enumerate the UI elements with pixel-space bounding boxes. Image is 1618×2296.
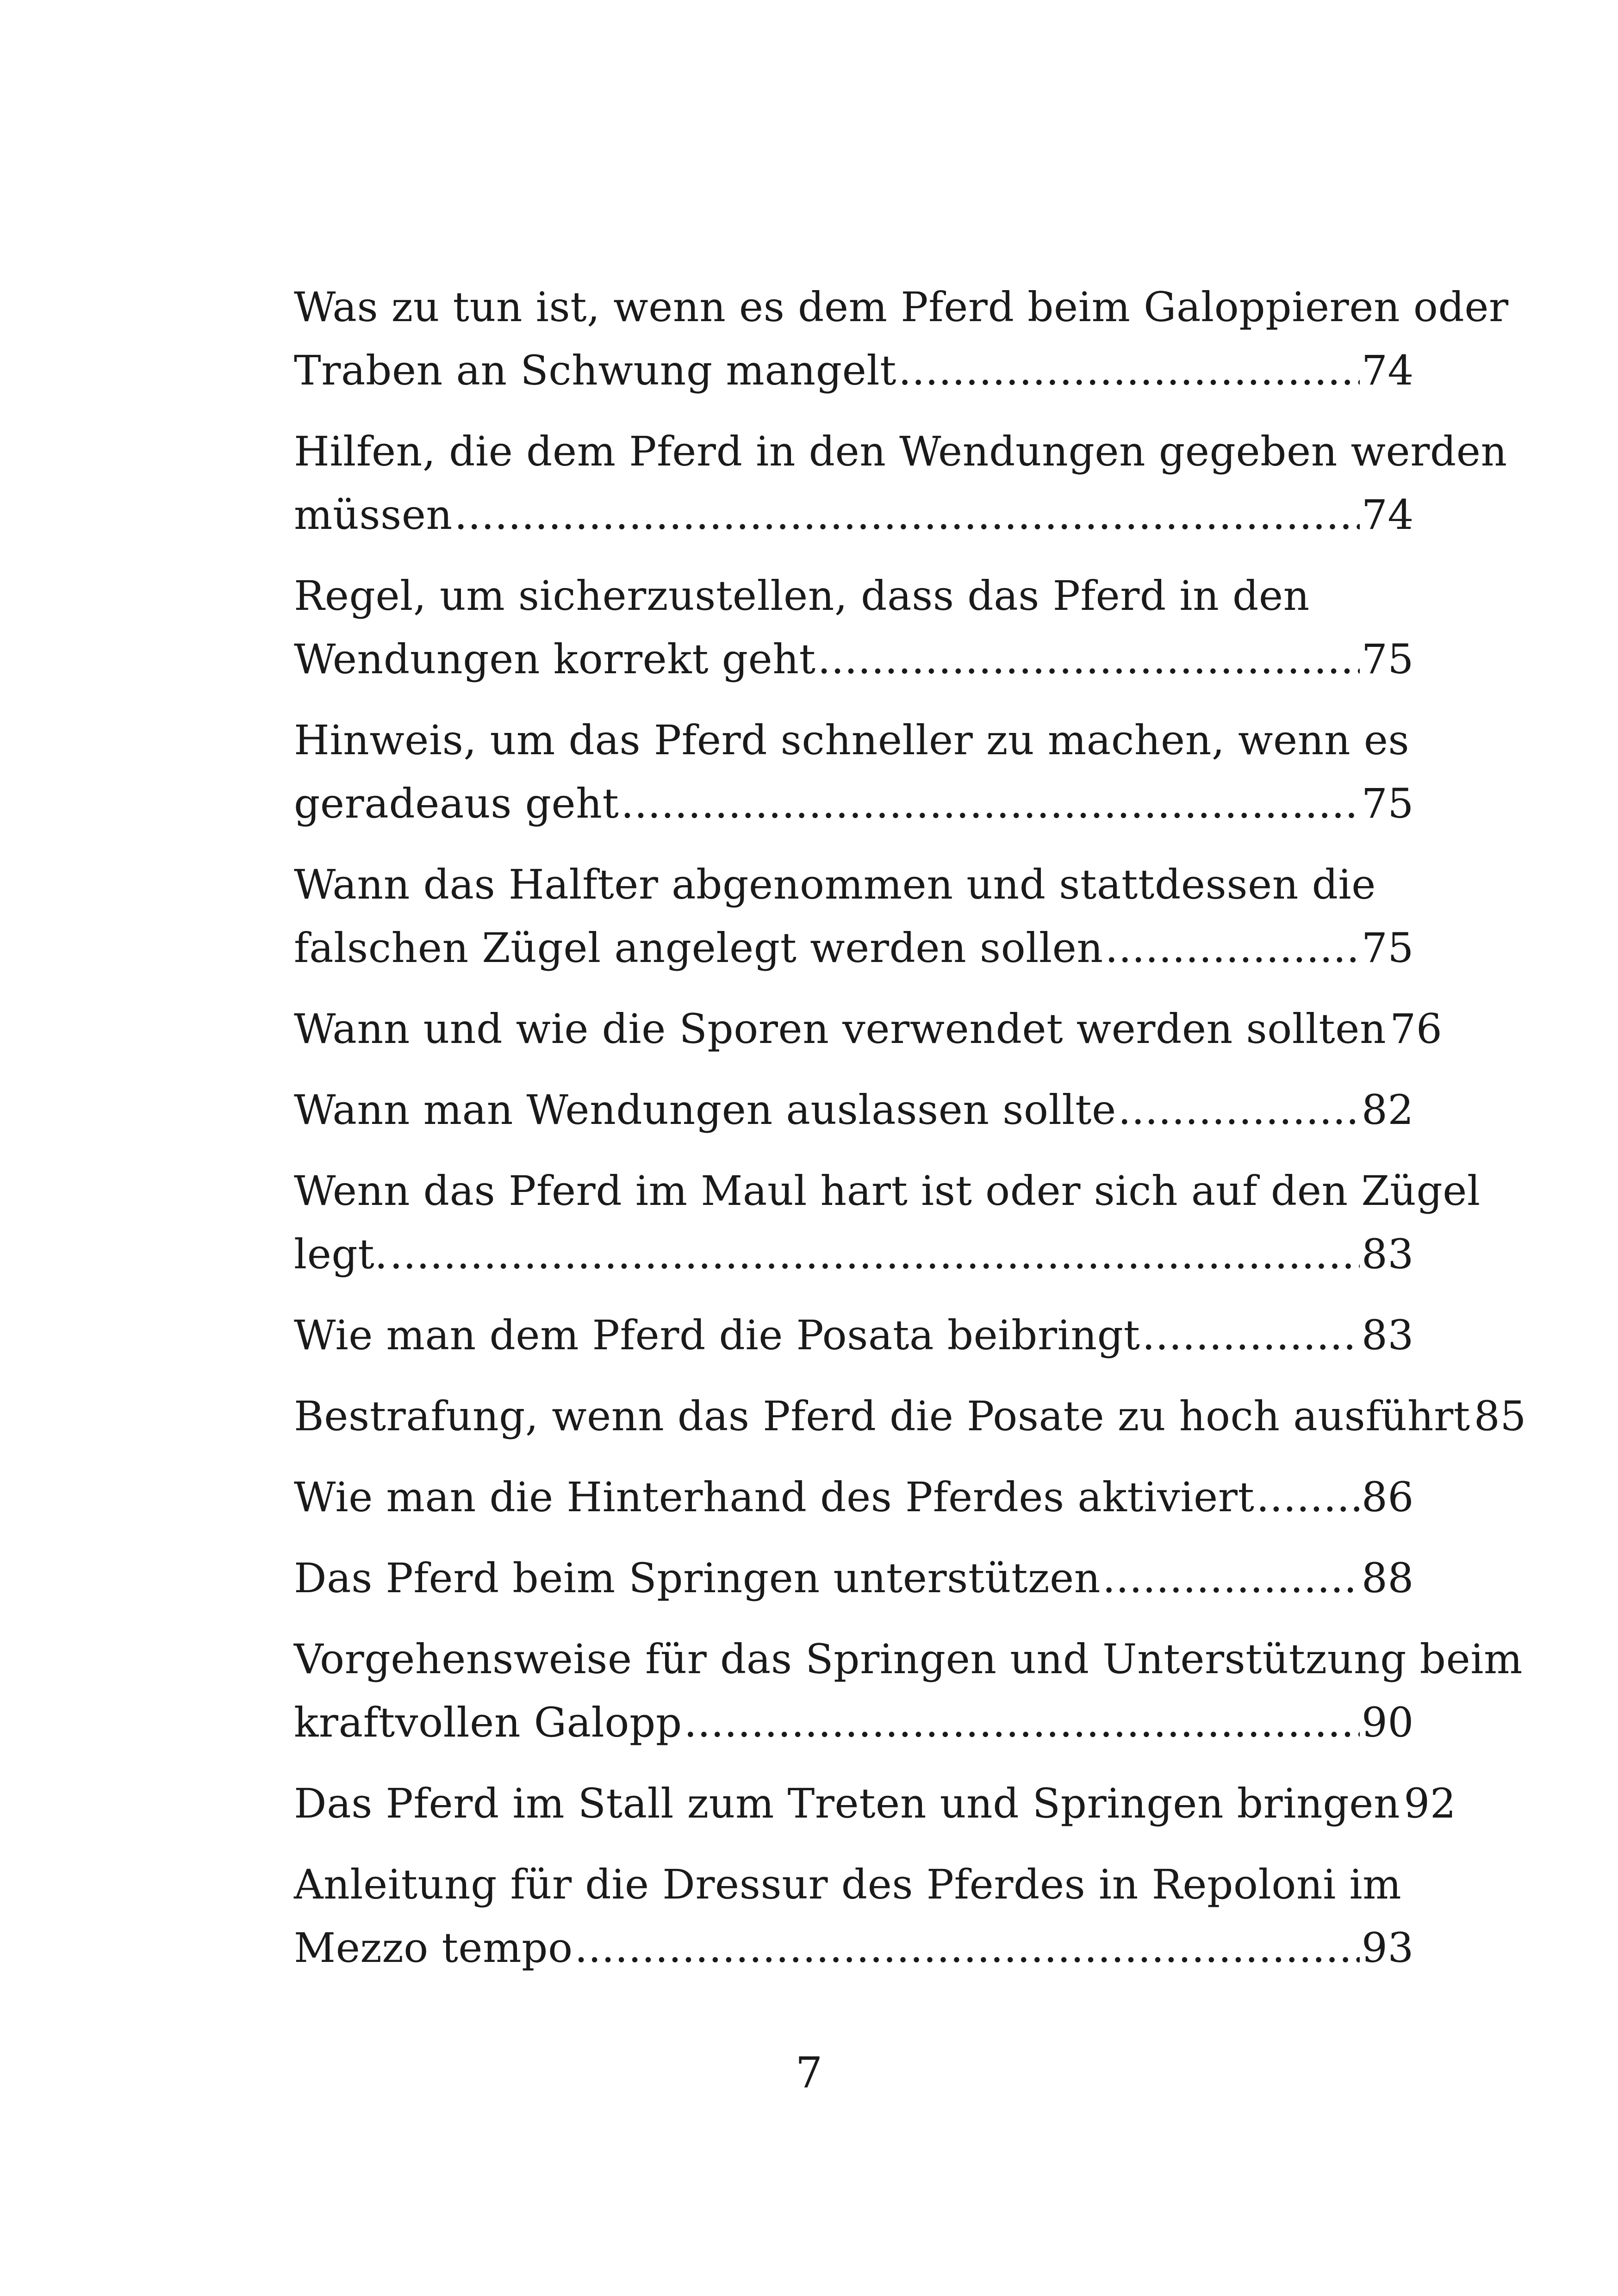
toc-entry-page: 75: [1361, 924, 1414, 972]
toc-entry-page: 75: [1361, 780, 1414, 827]
toc-entry-title-end: müssen: [294, 491, 453, 539]
toc-entry-title-end: Wie man die Hinterhand des Pferdes aktiviert: [294, 1473, 1255, 1521]
toc-entry-title-end: geradeaus geht: [294, 780, 619, 827]
toc-entry-title-line: Vorgehensweise für das Springen und Unterstützung beim: [294, 1635, 1523, 1683]
toc-entry-title-end: Traben an Schwung mangelt: [294, 347, 897, 394]
toc-entry-last-line: [294, 772, 1414, 835]
toc-entry[interactable]: [294, 1303, 1414, 1367]
toc-entry-title-line: Wenn das Pferd im Maul hart ist oder sich auf den Zügel: [294, 1167, 1481, 1215]
toc-entry-title-line: Regel, um sicherzustellen, dass das Pferd in den: [294, 572, 1310, 620]
toc-entry-last-line: [294, 1465, 1414, 1529]
toc-entry-last-line: [294, 1078, 1414, 1142]
toc-entry[interactable]: [294, 1627, 1523, 1754]
toc-entry[interactable]: [294, 1465, 1414, 1529]
toc-entry-page: 85: [1474, 1392, 1526, 1440]
toc-entry[interactable]: [294, 1853, 1414, 1980]
toc-entry-last-line: [294, 1546, 1414, 1610]
toc-entry[interactable]: [294, 853, 1414, 980]
toc-entry[interactable]: [294, 1384, 1526, 1448]
toc-entry-page: 75: [1361, 635, 1414, 683]
toc-entry-title-line: Hilfen, die dem Pferd in den Wendungen gegeben werden: [294, 428, 1507, 475]
toc-entry-page: 83: [1361, 1230, 1414, 1278]
toc-entry[interactable]: [294, 708, 1414, 835]
toc-entry-title-end: Das Pferd beim Springen unterstützen: [294, 1554, 1101, 1602]
toc-entry-page: 74: [1361, 347, 1414, 394]
toc-entry-last-line: [294, 1222, 1414, 1286]
toc-entry-title-end: Wie man dem Pferd die Posata beibringt: [294, 1311, 1140, 1359]
toc-entry[interactable]: [294, 1772, 1456, 1835]
toc-entry-last-line: [294, 916, 1414, 980]
dot-leader: [684, 1691, 1360, 1754]
toc-entry[interactable]: [294, 564, 1414, 691]
toc-entry-title-end: Das Pferd im Stall zum Treten und Springen bringen: [294, 1780, 1400, 1827]
toc-entry-title-end: kraftvollen Galopp: [294, 1699, 682, 1746]
toc-entry-title-end: falschen Zügel angelegt werden sollen: [294, 924, 1103, 972]
toc-entry[interactable]: [294, 1546, 1414, 1610]
page-number: 7: [795, 2048, 823, 2097]
toc-entry-page: 76: [1390, 1005, 1443, 1053]
toc-entry-title-end: Wendungen korrekt geht: [294, 635, 816, 683]
toc-entry[interactable]: [294, 997, 1443, 1061]
toc-entry-title-line: Hinweis, um das Pferd schneller zu machen, wenn es: [294, 716, 1410, 764]
toc-entry-page: 86: [1361, 1473, 1414, 1521]
dot-leader: [898, 339, 1360, 402]
toc-entry-last-line: [294, 1384, 1526, 1448]
table-of-contents: [294, 275, 1526, 1997]
toc-entry-page: 82: [1361, 1086, 1414, 1134]
toc-entry-title-line: Was zu tun ist, wenn es dem Pferd beim Galoppieren oder: [294, 283, 1509, 331]
toc-entry[interactable]: [294, 420, 1507, 546]
toc-entry-title-line: Wann das Halfter abgenommen und stattdessen die: [294, 861, 1376, 908]
dot-leader: [1256, 1465, 1359, 1529]
toc-entry-title-end: Bestrafung, wenn das Pferd die Posate zu hoch ausführt: [294, 1392, 1470, 1440]
toc-entry[interactable]: [294, 1078, 1414, 1142]
toc-entry-last-line: [294, 1303, 1414, 1367]
toc-entry-last-line: [294, 997, 1443, 1061]
toc-entry-last-line: [294, 1916, 1414, 1980]
toc-entry-last-line: [294, 339, 1414, 402]
toc-entry-last-line: [294, 627, 1414, 691]
toc-entry-title-end: Wann man Wendungen auslassen sollte: [294, 1086, 1116, 1134]
toc-entry-page: 83: [1361, 1311, 1414, 1359]
dot-leader: [575, 1916, 1360, 1980]
dot-leader: [1118, 1078, 1360, 1142]
toc-entry-title-end: legt.: [294, 1230, 388, 1278]
toc-entry-last-line: [294, 1691, 1414, 1754]
toc-entry-page: 74: [1361, 491, 1414, 539]
toc-entry[interactable]: [294, 1159, 1481, 1286]
dot-leader: [1102, 1546, 1360, 1610]
toc-entry-page: 88: [1361, 1554, 1414, 1602]
toc-entry-page: 90: [1361, 1699, 1414, 1746]
toc-entry-page: 93: [1361, 1924, 1414, 1972]
dot-leader: [818, 627, 1360, 691]
dot-leader: [621, 772, 1359, 835]
dot-leader: [454, 483, 1360, 546]
toc-entry-title-end: Wann und wie die Sporen verwendet werden sollten: [294, 1005, 1387, 1053]
dot-leader: [1142, 1303, 1360, 1367]
dot-leader: [1105, 916, 1360, 980]
toc-entry-last-line: [294, 1772, 1456, 1835]
toc-entry-page: 92: [1404, 1780, 1456, 1827]
toc-entry-last-line: [294, 483, 1414, 546]
toc-entry[interactable]: [294, 275, 1509, 402]
dot-leader: [390, 1222, 1360, 1286]
toc-entry-title-end: Mezzo tempo: [294, 1924, 573, 1972]
toc-entry-title-line: Anleitung für die Dressur des Pferdes in Repoloni im: [294, 1861, 1402, 1908]
